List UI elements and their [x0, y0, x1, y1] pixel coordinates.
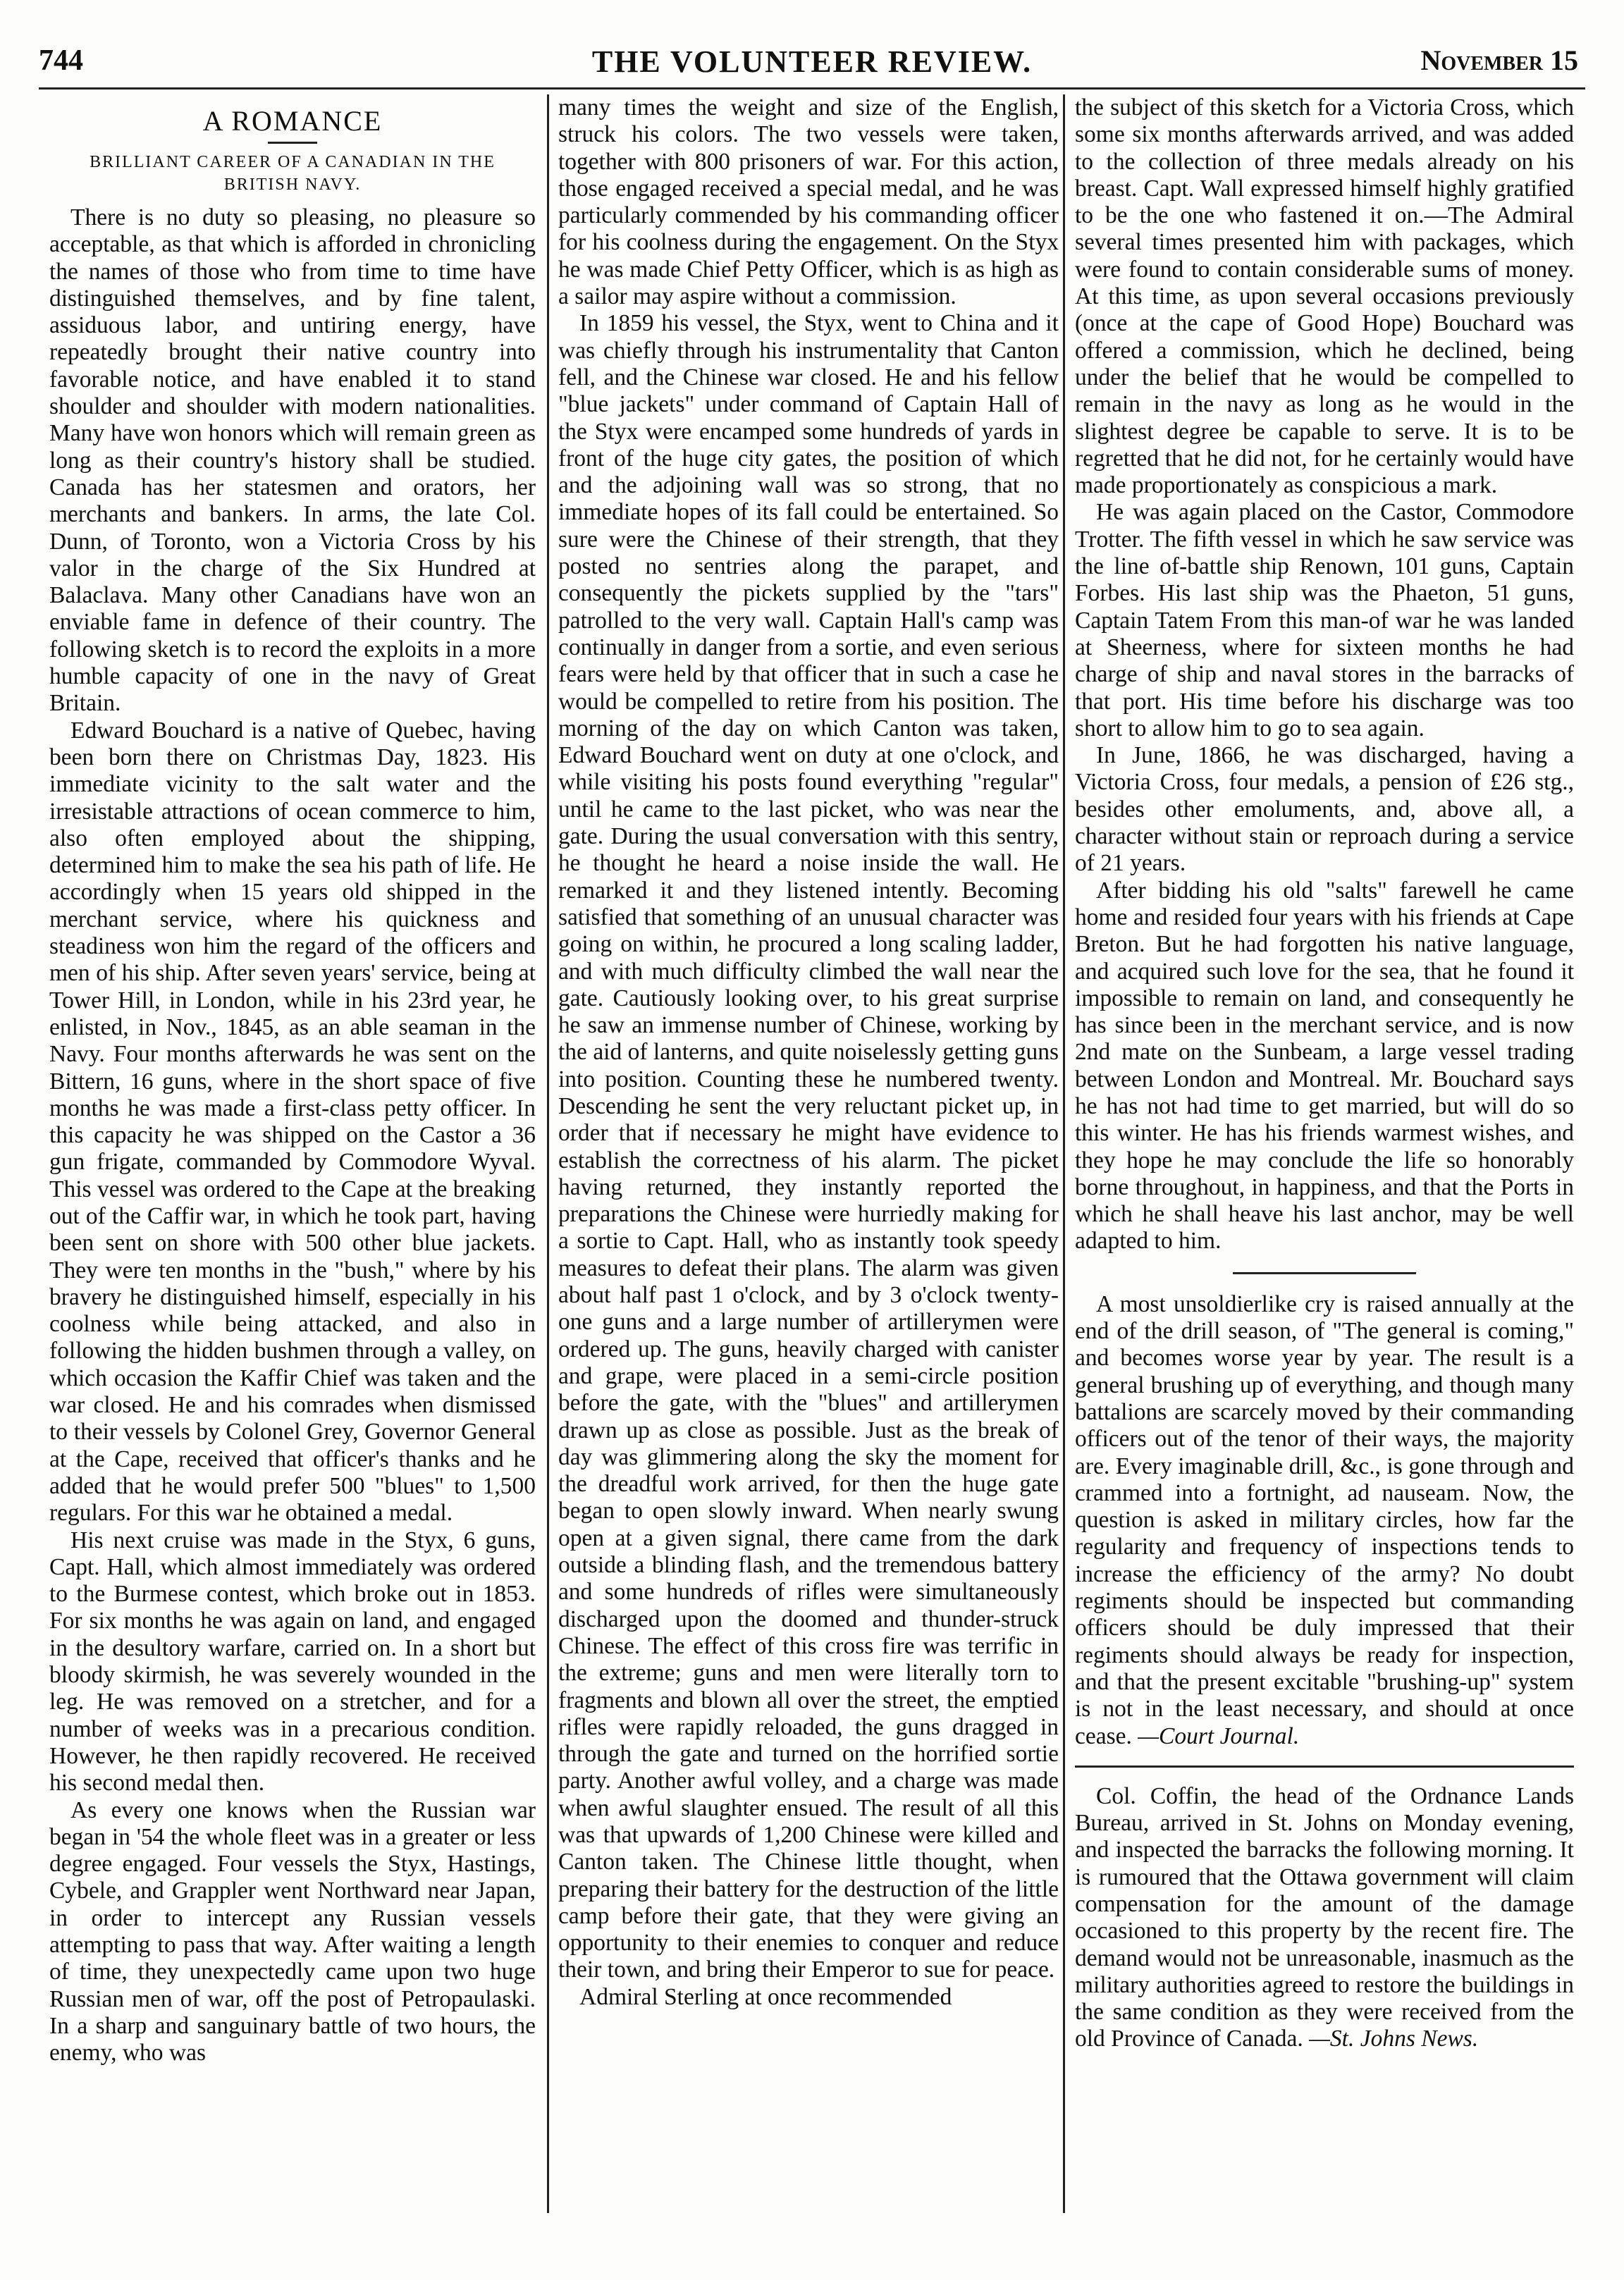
paragraph: He was again placed on the Castor, Commodore Trotter. The fifth vessel in which he saw service was the line of-battle ship Renown, 101 guns, Captain Forbes. His last ship was the Phaeton, 51 guns, Captain Tatem From this man-of war he was landed at Sheerness, where for sixteen months he had charge of ship and naval stores in the barracks of that port. His time before his discharge was too short to allow him to go to sea again.	[1075, 499, 1574, 741]
paragraph: In June, 1866, he was discharged, having a Victoria Cross, four medals, a pension of £26 stg., besides other emoluments, and, above all, a character without stain or reproach during a service of 21 years.	[1075, 742, 1574, 877]
journal-title: THE VOLUNTEER REVIEW.	[591, 44, 1033, 79]
article-text: Col. Coffin, the head of the Ordnance Lands Bureau, arrived in St. Johns on Monday evening, and inspected the barracks the following morning. It is rumoured that the Ottawa government will claim compensation for the amount of the damage occasioned to this property by the recent fire. The demand would not be unreasonable, inasmuch as the military authorities agreed to restore the buildings in the same condition as they were received from the old Province of Canada.	[1075, 1782, 1574, 2052]
paragraph: Edward Bouchard is a native of Quebec, having been born there on Christmas Day, 1823. His immediate vicinity to the salt water and the irresistable attractions of ocean commerce to him, also often employed about the shipping, determined him to make the sea his path of life. He accordingly when 15 years old shipped in the merchant service, where his quickness and steadiness won him the regard of the officers and men of his ship. After seven years' service, being at Tower Hill, in London, while in his 23rd year, he enlisted, in Nov., 1845, as an able seaman in the Navy. Four months afterwards he was sent on the Bittern, 16 guns, where in the short space of five months he was made a first-class petty officer. In this capacity he was shipped on the Castor a 36 gun frigate, commanded by Commodore Wyval. This vessel was ordered to the Cape at the breaking out of the Caffir war, in which he took part, having been sent on shore with 500 other blue jackets. They were ten months in the "bush," where by his bravery he distinguished himself, especially in his coolness while being attacked, and also in following the hidden bushmen through a valley, on which occasion the Kaffir Chief was taken and the war closed. He and his comrades when dismissed to their vessels by Colonel Grey, Governor General at the Cape, received that officer's thanks and he added that he would prefer 500 "blues" to 1,500 regulars. For this war he obtained a medal.	[49, 717, 536, 1527]
title-rule	[268, 142, 317, 144]
court-journal-article	[1075, 1291, 1574, 1750]
paragraph: His next cruise was made in the Styx, 6 guns, Capt. Hall, which almost immediately was ordered to the Burmese contest, which broke out in 1853. For six months he was again on land, and engaged in the desultory warfare, carried on. In a short but bloody skirmish, he was severely wounded in the leg. He was removed on a stretcher, and for a number of weeks was in a precarious condition. However, he then rapidly recovered. He received his second medal then.	[49, 1527, 536, 1797]
paragraph: In 1859 his vessel, the Styx, went to China and it was chiefly through his instrumentality that Canton fell, and the Chinese war closed. He and his fellow "blue jackets" under command of Captain Hall of the Styx were encamped some hundreds of yards in front of the huge city gates, the position of which and the adjoining wall was so strong, that no immediate hopes of its fall could be entertained. So sure were the Chinese of their strength, that they posted no sentries along the parapet, and consequently the pickets supplied by the "tars" patrolled to the very wall. Captain Hall's camp was continually in danger from a sortie, and even serious fears were held by that officer that in such a case he would be compelled to retire from his position. The morning of the day on which Canton was taken, Edward Bouchard went on duty at one o'clock, and while visiting his posts found everything "regular" until he came to the last picket, who was near the gate. During the usual conversation with this sentry, he thought he heard a noise inside the wall. He remarked it and they listened intently. Becoming satisfied that something of an unusual character was going on within, he procured a long scaling ladder, and with much difficulty climbed the wall near the gate. Cautiously looking over, to his great surprise he saw an immense number of Chinese, working by the aid of lanterns, and quite noiselessly getting guns into position. Counting these he numbered twenty. Descending he sent the very reluctant picket up, in order that if necessary he might have evidence to establish the correctness of his alarm. The picket having returned, they instantly reported the preparations the Chinese were hurriedly making for a sortie to Capt. Hall, who as instantly took speedy measures to defeat their plans. The alarm was given about half past 1 o'clock, and by 3 o'clock twenty-one guns and a large number of artillerymen were ordered up. The guns, heavily charged with canister and grape, were placed in a semi-circle position before the gate, with the "blues" and artillerymen drawn up as close as possible. Just as the break of day was glimmering along the sky the moment for the dreadful work arrived, for then the huge gate began to open slowly inward. When nearly swung open at a given signal, there came from the dark outside a blinding flash, and the tremendous battery and some hundreds of rifles were simultaneously discharged upon the doomed and thunder-struck Chinese. The effect of this cross fire was terrific in the extreme; guns and men were literally torn to fragments and blown all over the street, the emptied rifles were rapidly reloaded, the guns dragged in through the gate and turned on the horrified sortie party. Another awful volley, and a charge was made when awful slaughter ensued. The result of all this was that upwards of 1,200 Chinese were killed and Canton taken. The Chinese little thought, when preparing their battery for the destruction of the little camp before their gate, that they were giving an opportunity to their enemies to conquer and reduce their town, and bring their Emperor to sue for peace.	[558, 310, 1059, 1983]
paragraph: many times the weight and size of the English, struck his colors. The two vessels were taken, together with 800 prisoners of war. For this action, those engaged received a special medal, and he was particularly commended by his commanding officer for his coolness during the engagement. On the Styx he was made Chief Petty Officer, which is as high as a sailor may aspire without a commission.	[558, 94, 1059, 310]
paragraph: As every one knows when the Russian war began in '54 the whole fleet was in a greater or less degree engaged. Four vessels the Styx, Hastings, Cybele, and Grappler went Northward near Japan, in order to intercept any Russian vessels attempting to pass that way. After waiting a length of time, they unexpectedly came upon two huge Russian men of war, off the post of Petropaulaski. In a sharp and sanguinary battle of two hours, the enemy, who was	[49, 1797, 536, 2066]
paragraph: There is no duty so pleasing, no pleasure so acceptable, as that which is afforded in chronicling the names of those who from time to time have distinguished themselves, and by fine talent, assiduous labor, and untiring energy, have repeatedly brought their native country into favorable notice, and have enabled it to stand shoulder and shoulder with modern nationalities. Many have won honors which will remain green as long as their country's history shall be studied. Canada has her statesmen and orators, her merchants and bankers. In arms, the late Col. Dunn, of Toronto, won a Victoria Cross by his valor in the charge of the Six Hundred at Balaclava. Many other Canadians have won an enviable fame in defence of their country. The following sketch is to record the exploits in a more humble capacity of one in the navy of Great Britain.	[49, 204, 536, 717]
column-1	[49, 94, 536, 2195]
article-source: —St. Johns News.	[1309, 2026, 1479, 2052]
article-text: A most unsoldierlike cry is raised annually at the end of the drill season, of "The general is coming," and becomes worse year by year. The result is a general brushing up of everything, and though many battalions are scarcely moved by their commanding officers out of the tenor of their ways, the majority are. Every imaginable drill, &c., is gone through and crammed into a fortnight, ad nauseam. Now, the question is asked in military circles, how far the regularity and frequency of inspections tends to increase the efficiency of the army? No doubt regiments should be inspected but commanding officers should be duly impressed that their regiments should always be ready for inspection, and that the present excitable "brushing-up" system is not in the least necessary, and should at once cease.	[1075, 1290, 1574, 1749]
article-separator	[1233, 1272, 1416, 1274]
column-2	[558, 94, 1059, 2195]
article-separator	[1075, 1766, 1574, 1768]
header-rule	[39, 87, 1585, 90]
issue-date: November 15	[1420, 44, 1578, 76]
paragraph: the subject of this sketch for a Victoria Cross, which some six months afterwards arrived, and was added to the collection of three medals already on his breast. Capt. Wall expressed himself highly gratified to be the one who fastened it on.—The Admiral several times presented him with packages, which were found to contain considerable sums of money. At this time, as upon several occasions previously (once at the cape of Good Hope) Bouchard was offered a commission, which he declined, being under the belief that he would be compelled to remain in the navy as long as he would in the slightest degree be capable to serve. It is to be regretted that he did not, for he certainly would have made proportionately as conspicious a mark.	[1075, 94, 1574, 499]
paragraph: Admiral Sterling at once recommended	[579, 1983, 952, 2010]
column-divider	[1063, 94, 1065, 2213]
page-number: 744	[39, 44, 83, 77]
st-johns-news-article	[1075, 1783, 1574, 2053]
article-title: A ROMANCE	[202, 105, 383, 137]
column-divider	[547, 94, 549, 2213]
column-3	[1075, 94, 1574, 2195]
article-subtitle: BRILLIANT CAREER OF A CANADIAN IN THE BRITISH NAVY.	[90, 153, 496, 194]
article-source: —Court Journal.	[1138, 1723, 1300, 1749]
paragraph: After bidding his old "salts" farewell he came home and resided four years with his friends at Cape Breton. But he had forgotten his native language, and acquired such love for the sea, that he found it impossible to remain on land, and consequently he has since been in the merchant service, and is now 2nd mate on the Sunbeam, a large vessel trading between London and Montreal. Mr. Bouchard says he has not had time to get married, but will do so this winter. He has his friends warmest wishes, and they hope he may conclude the life so honorably borne throughout, in happiness, and that the Ports in which he shall heave his last anchor, may be well adapted to him.	[1075, 877, 1574, 1255]
